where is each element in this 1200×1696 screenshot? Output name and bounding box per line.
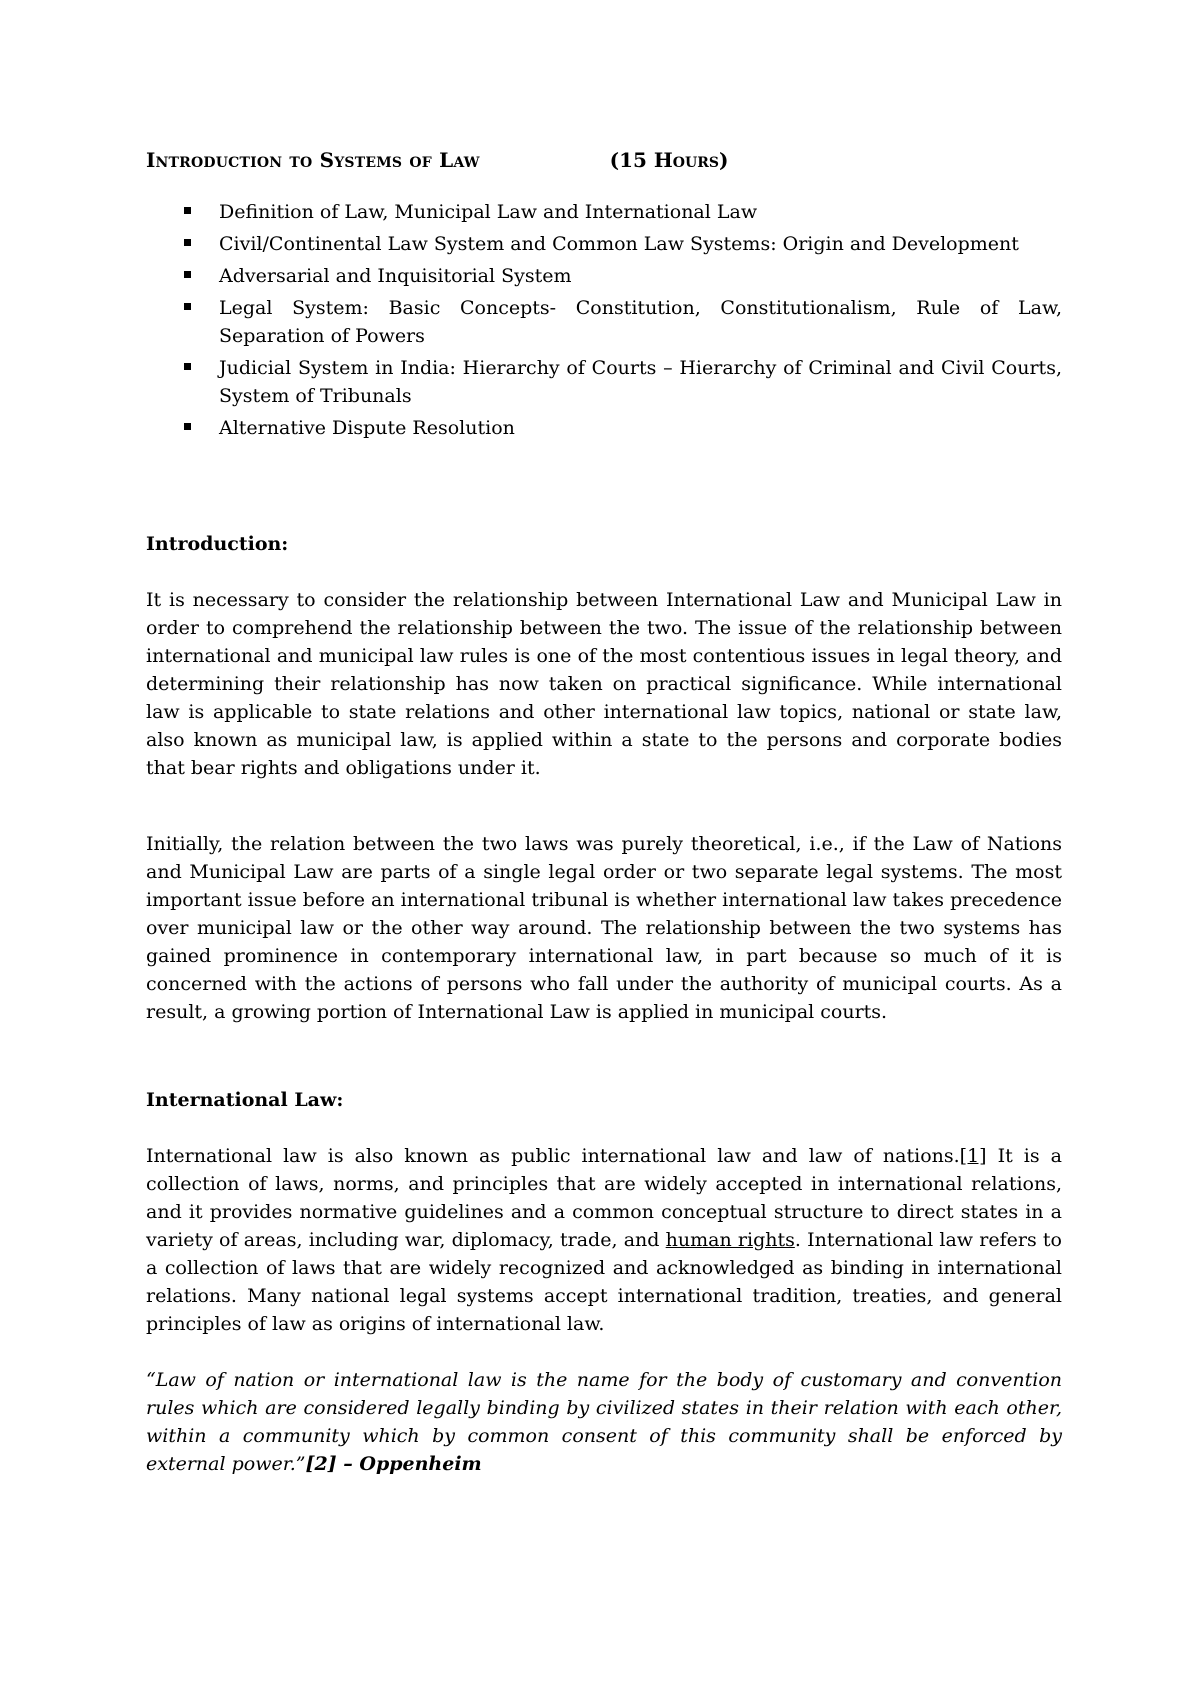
paragraph-text: . International law refers to a collection of laws that are widely recognized and acknowledged as binding in international relations. Many national legal systems accept international tradition, treaties, and general principles of law as origins of international law. [146, 1229, 1062, 1335]
introduction-heading: Introduction: [146, 533, 289, 555]
list-item [146, 294, 1062, 350]
paragraph-text: International law is also known as public international law and law of nations. [146, 1145, 960, 1167]
bullet-square-icon [184, 207, 191, 214]
bullet-square-icon [184, 271, 191, 278]
topic-text: Legal System: Basic Concepts- Constitution, Constitutionalism, Rule of Law, Separation of Powers [219, 297, 1062, 347]
bullet-square-icon [184, 363, 191, 370]
bullet-square-icon [184, 303, 191, 310]
human-rights-link[interactable]: human rights [665, 1229, 795, 1251]
topic-text: Alternative Dispute Resolution [219, 417, 515, 439]
introduction-paragraph-2: Initially, the relation between the two laws was purely theoretical, i.e., if the Law of Nations and Municipal Law are parts of a single legal order or two separate legal systems. The most important issue before an international tribunal is whether international law takes precedence over municipal law or the other way around. The relationship between the two systems has gained prominence in contemporary international law, in part because so much of it is concerned with the actions of persons who fall under the authority of municipal courts. As a result, a growing portion of International Law is applied in municipal courts. [146, 833, 1062, 1023]
topic-list [146, 198, 1062, 442]
course-heading [146, 146, 1062, 174]
list-item [146, 262, 1062, 290]
topic-text: Judicial System in India: Hierarchy of Courts – Hierarchy of Criminal and Civil Courts, System of Tribunals [219, 357, 1062, 407]
list-item [146, 414, 1062, 442]
footnote-link-1[interactable]: [1] [959, 1145, 987, 1167]
quote-attribution: [2] – Oppenheim [305, 1453, 482, 1475]
quote-text: “Law of nation or international law is the name for the body of customary and convention rules which are considered legally binding by civilized states in their relation with each other, within a community which by common consent of this community shall be enforced by external power.” [146, 1369, 1062, 1475]
course-title: Introduction to Systems of Law [146, 148, 480, 172]
topic-text: Civil/Continental Law System and Common Law Systems: Origin and Development [219, 233, 1019, 255]
oppenheim-quote [146, 1366, 1062, 1478]
paragraph-text: It is a collection of laws, norms, and principles that are widely accepted in international relations, and it provides normative guidelines and a common conceptual structure to direct states in a variety of areas, including war, diplomacy, trade, and [146, 1145, 1062, 1251]
introduction-paragraph-1: It is necessary to consider the relationship between International Law and Municipal Law in order to comprehend the relationship between the two. The issue of the relationship between international and municipal law rules is one of the most contentious issues in legal theory, and determining their relationship has now taken on practical significance. While international law is applicable to state relations and other international law topics, national or state law, also known as municipal law, is applied within a state to the persons and corporate bodies that bear rights and obligations under it. [146, 589, 1062, 779]
topic-text: Adversarial and Inquisitorial System [219, 265, 572, 287]
topic-text: Definition of Law, Municipal Law and International Law [219, 201, 758, 223]
international-law-paragraph [146, 1142, 1062, 1338]
international-law-heading: International Law: [146, 1089, 344, 1111]
list-item [146, 198, 1062, 226]
list-item [146, 354, 1062, 410]
course-hours: (15 Hours) [609, 148, 729, 172]
bullet-square-icon [184, 239, 191, 246]
list-item [146, 230, 1062, 258]
bullet-square-icon [184, 423, 191, 430]
